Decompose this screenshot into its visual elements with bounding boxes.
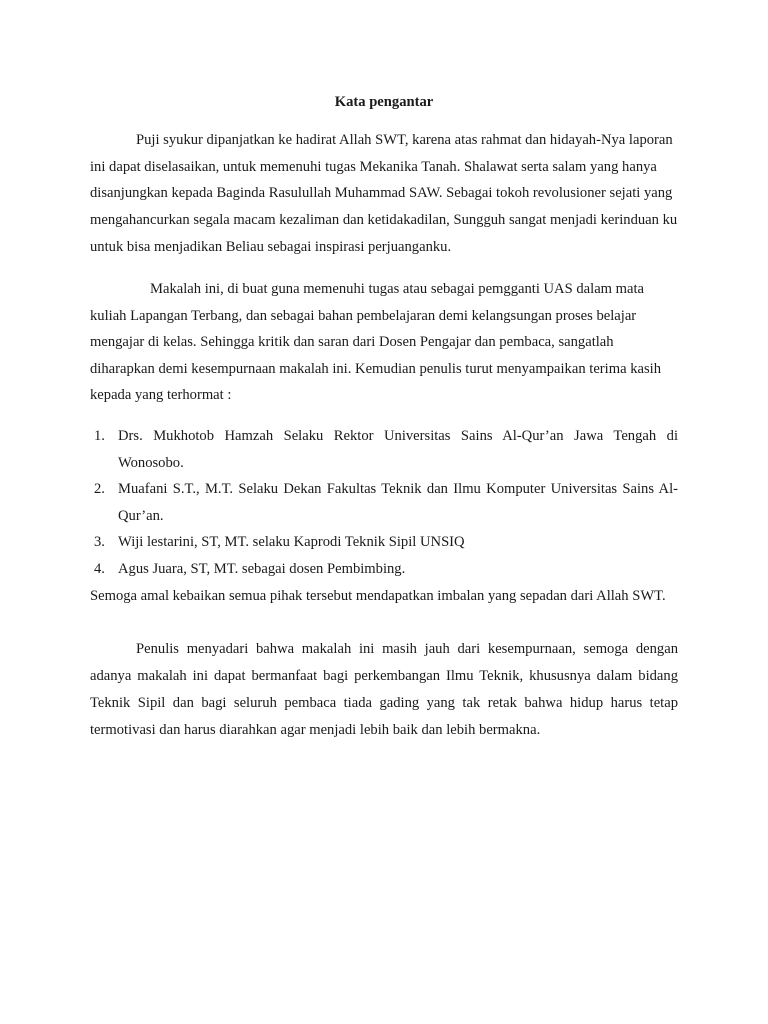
list-item-number: 4. [94,560,105,577]
list-item [90,556,678,583]
list-item [90,423,678,476]
list-item [90,476,678,529]
list-item-number: 3. [94,534,105,550]
list-item-text: Muafani S.T., M.T. Selaku Dekan Fakultas Teknik dan Ilmu Komputer Universitas Sains Al-Qur’an. [118,481,678,524]
paragraph-purpose: Makalah ini, di buat guna memenuhi tugas atau sebagai pemgganti UAS dalam mata kuliah Lapangan Terbang, dan sebagai bahan pembelajaran demi kelangsungan proses belajar mengajar di kelas. Sehingga kritik dan saran dari Dosen Pengajar dan pembaca, sangatlah diharapkan demi kesempurnaan makalah ini. Kemudian penulis turut menyampaikan terima kasih kepada yang terhormat : [90,281,662,403]
acknowledgement-list [90,423,678,582]
list-item-number: 1. [94,428,105,444]
page-title: Kata pengantar [334,94,434,110]
list-item-text: Drs. Mukhotob Hamzah Selaku Rektor Universitas Sains Al-Qur’an Jawa Tengah di Wonosobo. [118,428,678,471]
paragraph-closing: Penulis menyadari bahwa makalah ini masih jauh dari kesempurnaan, semoga dengan adanya makalah ini dapat bermanfaat bagi perkembangan Ilmu Teknik, khususnya dalam bidang Teknik Sipil dan bagi seluruh pembaca tiada gading yang tak retak bahwa hidup harus tetap termotivasi dan harus diarahkan agar menjadi lebih baik dan lebih bermakna. [90,641,678,738]
list-item [90,529,678,556]
list-item-text: Wiji lestarini, ST, MT. selaku Kaprodi Teknik Sipil UNSIQ [118,534,465,550]
paragraph-opening: Puji syukur dipanjatkan ke hadirat Allah SWT, karena atas rahmat dan hidayah-Nya laporan ini dapat diselasaikan, untuk memenuhi tugas Mekanika Tanah. Shalawat serta salam yang hanya disanjungkan kepada Baginda Rasulullah Muhammad SAW. Sebagai tokoh revolusioner sejati yang mengahancurkan segala macam kezaliman dan ketidakadilan, Sungguh sangat menjadi kerinduan ku untuk bisa menjadikan Beliau sebagai inspirasi perjuanganku. [90,132,678,255]
list-item-text: Agus Juara, ST, MT. sebagai dosen Pembimbing. [118,560,406,577]
paragraph-blessing: Semoga amal kebaikan semua pihak tersebut mendapatkan imbalan yang sepadan dari Allah SWT. [90,588,666,604]
list-item-number: 2. [94,481,105,497]
